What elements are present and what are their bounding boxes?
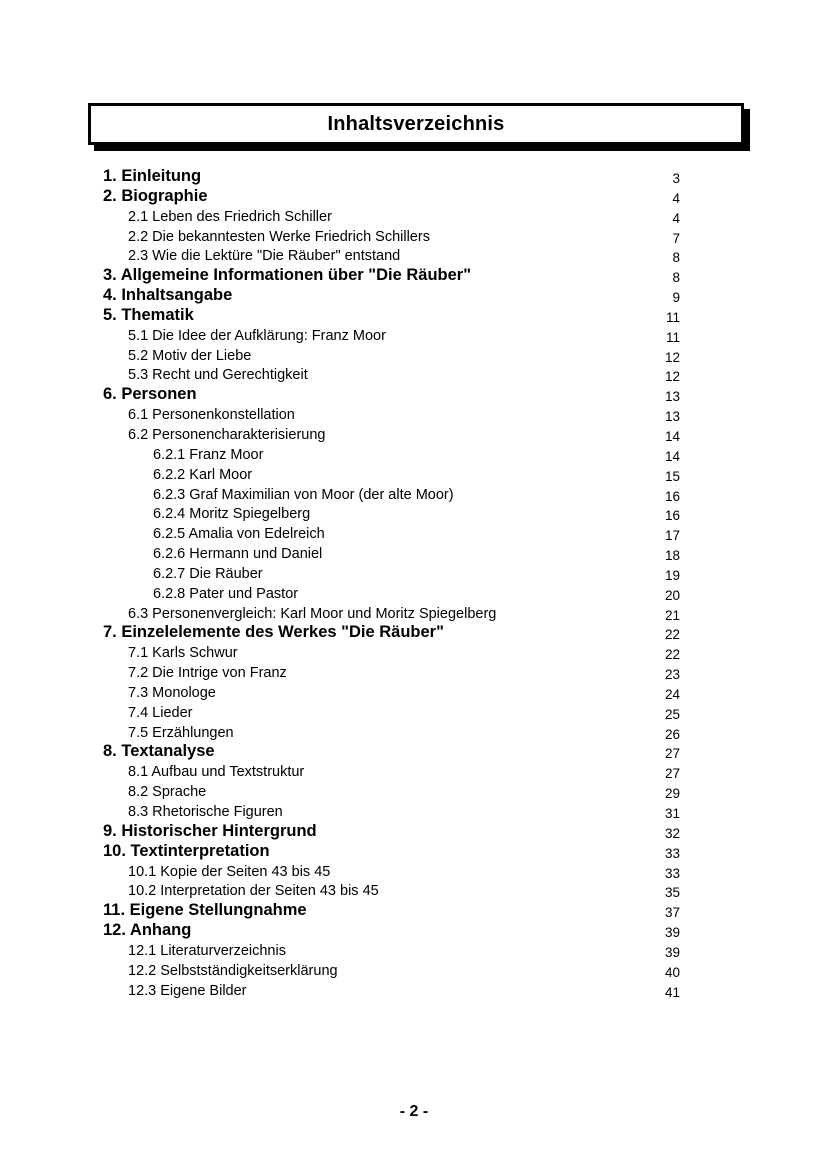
toc-entry-page: 4 [672,210,680,226]
toc-entry [0,702,828,722]
toc-entry-page: 12 [664,369,680,385]
toc-entry-label: 9. Historischer Hintergrund [103,821,317,840]
toc-entry-page: 16 [664,488,680,504]
toc-entry [0,384,828,404]
toc-entry-label: 10. Textinterpretation [103,841,270,860]
toc-entry-page: 33 [664,845,680,861]
toc-entry-page: 17 [664,528,680,544]
toc-entry-label: 5.1 Die Idee der Aufklärung: Franz Moor [128,327,386,344]
toc-entry-label: 6.2.3 Graf Maximilian von Moor (der alte Moor) [153,486,454,503]
toc-entry-page: 9 [672,290,680,306]
toc-entry-page: 21 [664,607,680,623]
toc-entry-page: 20 [664,587,680,603]
toc-entry [0,722,828,742]
toc-entry [0,583,828,603]
toc-entry-label: 2.3 Wie die Lektüre "Die Räuber" entstand [128,248,401,265]
toc-entry-page: 4 [672,190,680,206]
toc-entry-label: 7.5 Erzählungen [128,724,234,741]
toc-entry-label: 12.1 Literaturverzeichnis [128,942,286,959]
toc-entry-page: 40 [664,964,680,980]
toc-entry-label: 6.2.6 Hermann und Daniel [153,546,323,563]
toc-entry-label: 10.1 Kopie der Seiten 43 bis 45 [128,863,331,880]
toc-entry [0,821,828,841]
toc-entry-page: 18 [664,548,680,564]
toc-entry-page: 33 [664,865,680,881]
toc-entry-page: 11 [665,309,680,325]
toc-entry-label: 6.2.8 Pater und Pastor [153,585,299,602]
toc-entry-page: 35 [664,885,680,901]
toc-entry-page: 27 [664,746,680,762]
toc-entry [0,364,828,384]
toc-entry-label: 8. Textanalyse [103,742,215,761]
toc-entry-page: 37 [664,905,680,921]
toc-entry-page: 13 [664,389,680,405]
toc-entry-page: 14 [664,428,680,444]
toc-entry [0,960,828,980]
toc-entry-label: 2. Biographie [103,186,208,205]
toc-entry-page: 39 [664,925,680,941]
toc-entry [0,920,828,940]
table-of-contents [0,166,828,999]
toc-entry [0,325,828,345]
toc-entry-page: 25 [664,706,680,722]
toc-entry [0,781,828,801]
toc-entry-page: 8 [672,250,680,266]
toc-entry [0,444,828,464]
toc-entry-page: 27 [664,766,680,782]
toc-entry [0,484,828,504]
toc-entry [0,265,828,285]
toc-entry-label: 5.3 Recht und Gerechtigkeit [128,367,308,384]
toc-entry [0,861,828,881]
toc-entry-label: 6.2.5 Amalia von Edelreich [153,526,325,543]
toc-entry-page: 13 [664,409,680,425]
toc-entry [0,741,828,761]
toc-entry [0,245,828,265]
toc-entry-label: 6.2.1 Franz Moor [153,446,264,463]
toc-entry-page: 41 [664,984,680,1000]
toc-entry [0,345,828,365]
toc-entry [0,186,828,206]
toc-entry-page: 8 [672,270,680,286]
toc-entry [0,801,828,821]
toc-entry-page: 22 [664,647,680,663]
toc-entry-label: 6.3 Personenvergleich: Karl Moor und Moritz Spiegelberg [128,605,497,622]
toc-entry-label: 5.2 Motiv der Liebe [128,347,252,364]
toc-entry-label: 8.3 Rhetorische Figuren [128,804,283,820]
toc-entry [0,900,828,920]
toc-entry-page: 12 [664,349,680,365]
toc-entry-page: 29 [664,786,680,802]
toc-entry [0,662,828,682]
toc-entry-page: 23 [664,667,680,683]
toc-entry-page: 19 [664,567,680,583]
toc-entry-page: 3 [672,171,680,186]
toc-entry [0,206,828,226]
toc-entry-label: 8.1 Aufbau und Textstruktur [128,764,305,781]
toc-entry-label: 6.2.7 Die Räuber [153,565,263,582]
toc-entry-label: 4. Inhaltsangabe [103,286,233,305]
toc-entry-page: 26 [664,726,680,742]
toc-entry [0,563,828,583]
toc-entry-label: 7.3 Monologe [128,684,216,701]
toc-entry [0,622,828,642]
toc-entry [0,880,828,900]
toc-entry-label: 1. Einleitung [103,167,202,185]
toc-entry-label: 7.1 Karls Schwur [128,645,238,662]
toc-entry [0,543,828,563]
toc-entry-label: 5. Thematik [103,305,194,324]
toc-entry-label: 12.3 Eigene Bilder [128,982,247,999]
toc-entry-label: 10.2 Interpretation der Seiten 43 bis 45 [128,883,379,900]
toc-entry [0,166,828,186]
toc-entry-label: 12. Anhang [103,921,192,940]
toc-entry-label: 7.4 Lieder [128,704,193,721]
toc-entry-page: 22 [664,627,680,643]
toc-entry-page: 14 [664,448,680,464]
toc-entry [0,503,828,523]
toc-entry-page: 32 [664,825,680,841]
toc-entry-label: 8.2 Sprache [128,784,207,801]
toc-entry-page: 7 [672,230,680,246]
toc-entry [0,642,828,662]
toc-entry-page: 24 [664,686,680,702]
toc-entry-label: 7.2 Die Intrige von Franz [128,665,287,682]
toc-entry-page: 16 [664,508,680,524]
toc-entry [0,940,828,960]
toc-entry-page: 11 [665,329,680,345]
page-number: - 2 - [399,1103,429,1120]
toc-entry-label: 2.2 Die bekanntesten Werke Friedrich Schillers [128,228,430,245]
toc-entry [0,424,828,444]
toc-entry-label: 3. Allgemeine Informationen über "Die Räuber" [103,266,472,285]
toc-entry [0,404,828,424]
toc-entry-label: 2.1 Leben des Friedrich Schiller [128,208,332,225]
toc-entry-label: 6.1 Personenkonstellation [128,407,295,424]
toc-entry [0,523,828,543]
toc-entry-page: 39 [664,944,680,960]
toc-entry-label: 6.2.4 Moritz Spiegelberg [153,506,311,523]
toc-entry [0,682,828,702]
title-box [88,103,744,145]
page-title: Inhaltsverzeichnis [327,113,505,135]
toc-entry-label: 11. Eigene Stellungnahme [103,901,307,920]
toc-entry [0,226,828,246]
toc-entry-page: 15 [664,468,680,484]
toc-entry [0,305,828,325]
toc-entry-label: 6. Personen [103,385,197,404]
toc-entry [0,980,828,1000]
toc-entry-label: 6.2 Personencharakterisierung [128,426,326,443]
toc-entry-label: 7. Einzelelemente des Werkes "Die Räuber" [103,623,444,642]
toc-entry-label: 12.2 Selbstständigkeitserklärung [128,962,338,979]
toc-entry [0,464,828,484]
toc-entry [0,761,828,781]
toc-entry [0,603,828,623]
toc-entry [0,285,828,305]
toc-entry-label: 6.2.2 Karl Moor [153,466,253,483]
toc-entry-page: 31 [664,806,680,821]
toc-entry [0,841,828,861]
